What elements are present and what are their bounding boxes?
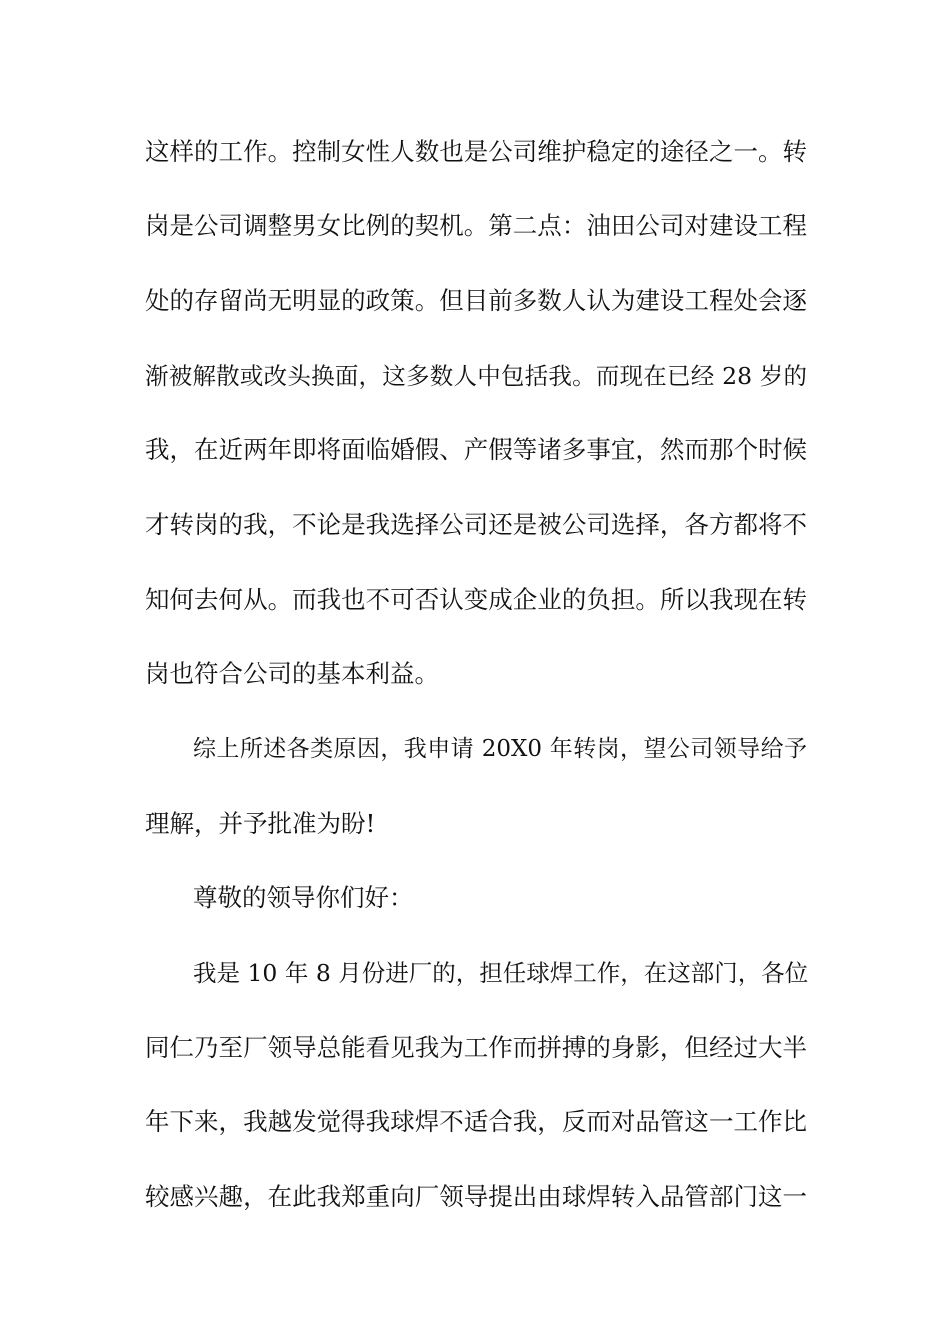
- paragraph-start-line: 综上所述各类原因，我申请 20X0 年转岗，望公司领导给予: [193, 736, 807, 762]
- paragraph-start-line: 我是 10 年 8 月份进厂的，担任球焊工作，在这部门，各位: [193, 959, 809, 987]
- body-text-line: 我，在近两年即将面临婚假、产假等诸多事宜，然而那个时候: [145, 435, 807, 464]
- body-text-line: 知何去何从。而我也不可否认变成企业的负担。所以我现在转: [145, 585, 807, 614]
- body-text-line: 才转岗的我，不论是我选择公司还是被公司选择，各方都将不: [145, 510, 807, 539]
- body-text-line: 这样的工作。控制女性人数也是公司维护稳定的途径之一。转: [145, 137, 807, 166]
- paragraph-end-line: 理解，并予批准为盼!: [145, 809, 376, 838]
- body-text-line: 渐被解散或改头换面，这多数人中包括我。而现在已经 28 岁的: [145, 362, 807, 390]
- body-text-line: 年下来，我越发觉得我球焊不适合我，反而对品管这一工作比: [145, 1107, 807, 1136]
- body-text-line: 较感兴趣，在此我郑重向厂领导提出由球焊转入品管部门这一: [145, 1182, 807, 1211]
- body-text-line: 处的存留尚无明显的政策。但目前多数人认为建设工程处会逐: [145, 286, 807, 315]
- paragraph-end-line: 岗也符合公司的基本利益。: [145, 659, 439, 688]
- body-text-line: 岗是公司调整男女比例的契机。第二点：油田公司对建设工程: [145, 211, 807, 240]
- body-text-line: 同仁乃至厂领导总能看见我为工作而拼搏的身影，但经过大半: [145, 1033, 807, 1062]
- salutation-line: 尊敬的领导你们好：: [193, 883, 414, 912]
